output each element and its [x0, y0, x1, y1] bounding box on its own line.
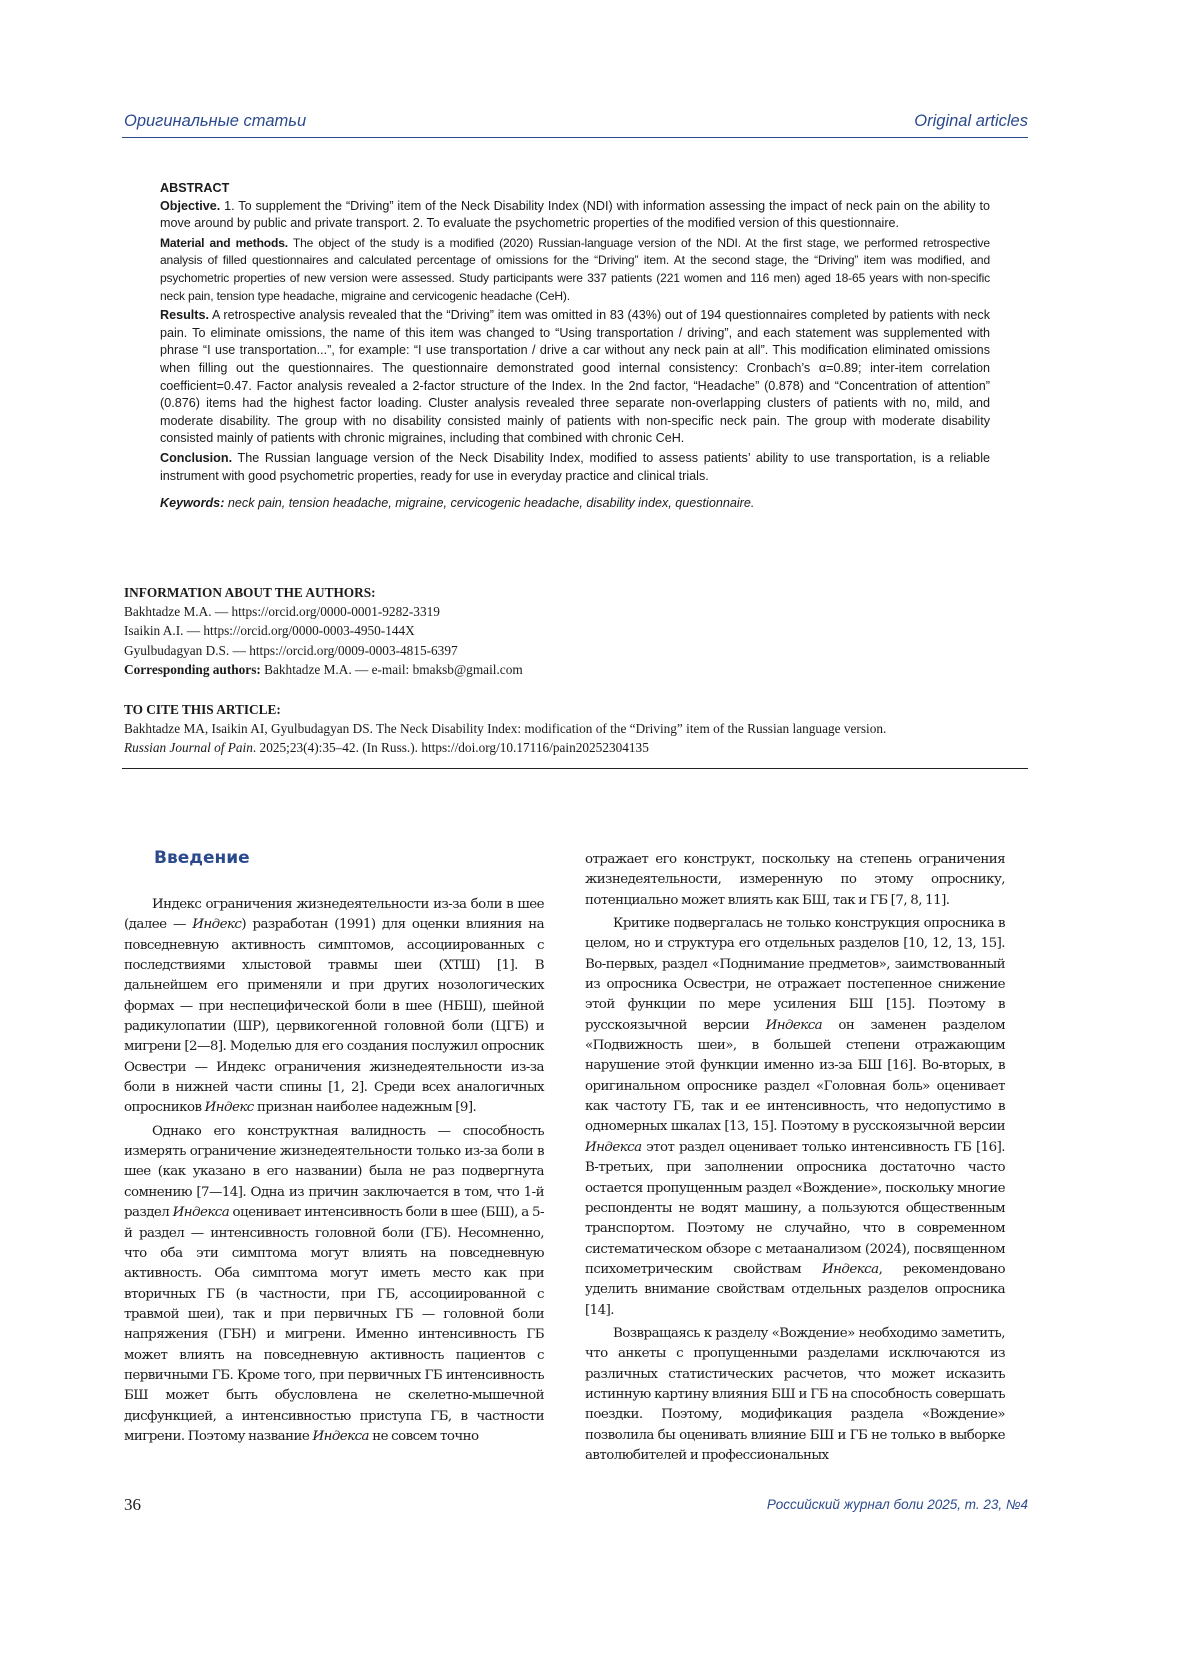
index-term: Индекса — [585, 1139, 642, 1155]
conclusion-label: Conclusion. — [160, 450, 233, 465]
keywords-text: neck pain, tension headache, migraine, cervicogenic headache, disability index, questionnaire. — [224, 496, 755, 511]
corr-text: Bakhtadze M.A. — e-mail: bmaksb@gmail.com — [260, 661, 523, 677]
keywords-label: Keywords: — [160, 496, 225, 511]
text-run: не совсем точно — [369, 1428, 479, 1444]
objective-text: 1. To supplement the “Driving” item of the Neck Disability Index (NDI) with information assessing the impact of neck pain on the ability to move around by public and private transport. 2. To evaluate the psychometric properties of the modified version of this questionnaire. — [160, 198, 990, 231]
text-run: оценивает интенсивность боли в шее (БШ), а 5-й раздел — интенсивность головной боли (ГБ). Несомненно, что оба эти симптома могут влиять на повседневную активность. Оба симптома могут иметь место как при вторичных ГБ (в частности, при ГБ, ассоциированной с травмой шеи), так и при первичных ГБ — головной боли напряжения (ГБН) и мигрени. Именно интенсивность ГБ может влиять на повседневную активность пациентов с первичными ГБ. Кроме того, при первичных ГБ интенсивность БШ может быть обусловлена не скелетно-мышечной дисфункцией, а интенсивностью приступа ГБ, в частности мигрени. Поэтому название — [124, 1205, 544, 1444]
citation-block — [124, 700, 1024, 758]
intro-paragraph-continued: отражает его конструкт, поскольку на степень ограничения жизнедеятельности, измеренную по этому опроснику, потенциально может влиять как БШ, так и ГБ [7, 8, 11]. — [585, 852, 1005, 908]
methods-text: The object of the study is a modified (2020) Russian-language version of the NDI. At the first stage, we performed retrospective analysis of filled questionnaires and calculated percentage of omissions for the “Driving” item. At the second stage, the “Driving” item was modified, and psychometric properties of new version were assessed. Study participants were 337 patients (221 women and 116 men) aged 18-65 years with non-specific neck pain, tension type headache, migraine and cervicogenic headache (CeH). — [160, 235, 990, 303]
text-run: ) разработан (1991) для оценки влияния на повседневную активность симптомов, ассоциированных с последствиями хлыстовой травмы шеи (ХТШ) [1]. В дальнейшем его применяли и при других нозологических формах — при неспецифической боли в шее (НБШ), шейной радикулопатии (ШР), цервикогенной головной боли (ЦГБ) и мигрени [2—8]. Моделью для его создания послужил опросник Освестри — Индекс ограничения жизнедеятельности из-за боли в нижней части спины [1, 2]. Среди всех аналогичных опросников — [124, 917, 545, 1116]
header-section-en: Original articles — [914, 112, 1028, 130]
author-line: Bakhtadze M.A. — https://orcid.org/0000-0001-9282-3319 — [124, 604, 440, 620]
corr-label: Corresponding authors: — [124, 661, 261, 677]
index-term: Индекс — [204, 1100, 254, 1116]
abstract-conclusion — [160, 450, 990, 485]
index-term: Индекса — [822, 1261, 879, 1277]
index-term: Индекс — [192, 917, 242, 933]
cite-line-2 — [124, 738, 1024, 757]
running-header — [122, 112, 1028, 138]
index-term: Индекса — [172, 1205, 230, 1221]
text-run: Критике подвергалась не только конструкция опросника в целом, но и структура его отдельных разделов [10, 12, 13, 15]. Во-первых, раздел «Поднимание предметов», заимствованный из опросника Освестри, не отражает постепенное снижение этой функции по мере усиления БШ [15]. Поэтому в русскоязычной версии — [585, 916, 1005, 1033]
abstract-heading: ABSTRACT — [160, 181, 230, 195]
author-line: Gyulbudagyan D.S. — https://orcid.org/0009-0003-4815-6397 — [124, 642, 458, 658]
index-term: Индекса — [312, 1428, 369, 1444]
author-line: Isaikin A.I. — https://orcid.org/0000-0003-4950-144X — [124, 623, 415, 639]
text-run: признан наиболее надежным [9]. — [253, 1100, 477, 1116]
objective-label: Objective. — [160, 198, 221, 213]
body-column-left — [124, 895, 544, 1447]
index-term: Индекса — [765, 1017, 823, 1033]
cite-journal: Russian Journal of Pain — [124, 740, 253, 756]
corresponding-author — [124, 660, 1004, 679]
abstract-results — [160, 307, 990, 448]
page-number: 36 — [124, 1495, 141, 1514]
results-text: A retrospective analysis revealed that the “Driving” item was omitted in 83 (43%) out of 194 questionnaires completed by patients with neck pain. To eliminate omissions, the name of this item was changed to “Using transportation / driving”, and each statement was supplemented with phrase “I use transportation...”, for example: “I use transportation / drive a car without any neck pain at all”. This modification eliminated omissions when filling out the questionnaires. The questionnaire demonstrated good internal consistency: Cronbach’s α=0.89; inter-item correlation coefficient=0.47. Factor analysis revealed a 2-factor structure of the Index. In the 2nd factor, “Headache” (0.878) and “Concentration of attention” (0.876) items had the highest factor loading. Cluster analysis revealed three separate non-overlapping clusters of patients with no, mild, and moderate disability. The group with no disability consisted mainly of patients with non-specific neck pain. The group with moderate disability consisted mainly of patients with chronic migraines, including that combined with chronic CeH. — [160, 308, 990, 446]
intro-paragraph-3 — [585, 914, 1005, 1321]
cite-line-1: Bakhtadze MA, Isaikin AI, Gyulbudagyan DS. The Neck Disability Index: modification of the “Driving” item of the Russian language version. — [124, 721, 887, 737]
cite-heading: TO CITE THIS ARTICLE: — [124, 702, 281, 717]
abstract-block — [160, 180, 990, 515]
body-column-right — [585, 850, 1005, 1466]
authors-heading: INFORMATION ABOUT THE AUTHORS: — [124, 585, 376, 600]
intro-paragraph-2 — [124, 1122, 544, 1448]
text-run: Однако его конструктная валидность — способность измерять ограничение жизнедеятельности только из-за боли в шее (как указано в его названии) была не раз подвергнута сомнению [7—14]. Одна из причин заключается в том, что 1-й раздел — [124, 1123, 544, 1221]
intro-paragraph-4: Возвращаясь к разделу «Вождение» необходимо заметить, что анкеты с пропущенными разделами исключаются из различных статистических расчетов, что может исказить истинную картину влияния БШ и ГБ на способность совершать поездки. Поэтому, модификация раздела «Вождение» позволила бы оценивать влияние БШ и ГБ не только в выборке автолюбителей и профессиональных — [585, 1325, 1005, 1463]
text-run: Индекс ограничения жизнедеятельности из-за боли в шее (далее — — [124, 897, 544, 933]
header-rule — [122, 137, 1028, 138]
results-label: Results. — [160, 308, 209, 323]
footer-journal: Российский журнал боли 2025, т. 23, №4 — [766, 1497, 1028, 1512]
abstract-objective — [160, 198, 990, 233]
conclusion-text: The Russian language version of the Neck Disability Index, modified to assess patients’ ability to use transportation, is a reliable instrument with good psychometric properties, ready for use in everyday practice and clinical trials. — [160, 450, 990, 483]
authors-info — [124, 583, 1004, 679]
text-run: он заменен разделом «Подвижность шеи», в большей степени отражающим нарушение этой функции именно из-за БШ [16]. Во-вторых, в оригинальном опроснике раздел «Головная боль» оценивает как частоту ГБ, так и ее интенсивность, что недопустимо в одномерных шкалах [13, 15]. Поэтому в русскоязычной версии — [585, 1017, 1006, 1135]
cite-details: . 2025;23(4):35–42. (In Russ.). https://doi.org/10.17116/pain20252304135 — [252, 740, 649, 756]
abstract-keywords — [160, 495, 990, 513]
methods-label: Material and methods. — [160, 235, 288, 250]
section-title-introduction: Введение — [154, 848, 250, 868]
intro-paragraph-1 — [124, 895, 544, 1119]
cite-rule — [122, 768, 1028, 769]
text-run: , рекомендовано уделить внимание свойствам отдельных разделов опросника [14]. — [585, 1261, 1005, 1318]
header-section-ru: Оригинальные статьи — [124, 112, 307, 130]
abstract-methods — [160, 235, 990, 305]
text-run: этот раздел оценивает только интенсивность ГБ [16]. В-третьих, при заполнении опросника достаточно часто остается пропущенным раздел «Вождение», поскольку многие респонденты не водят машину, а пользуются общественным транспортом. Поэтому не случайно, что в современном систематическом обзоре с метаанализом (2024), посвященном психометрическим свойствам — [585, 1139, 1005, 1277]
